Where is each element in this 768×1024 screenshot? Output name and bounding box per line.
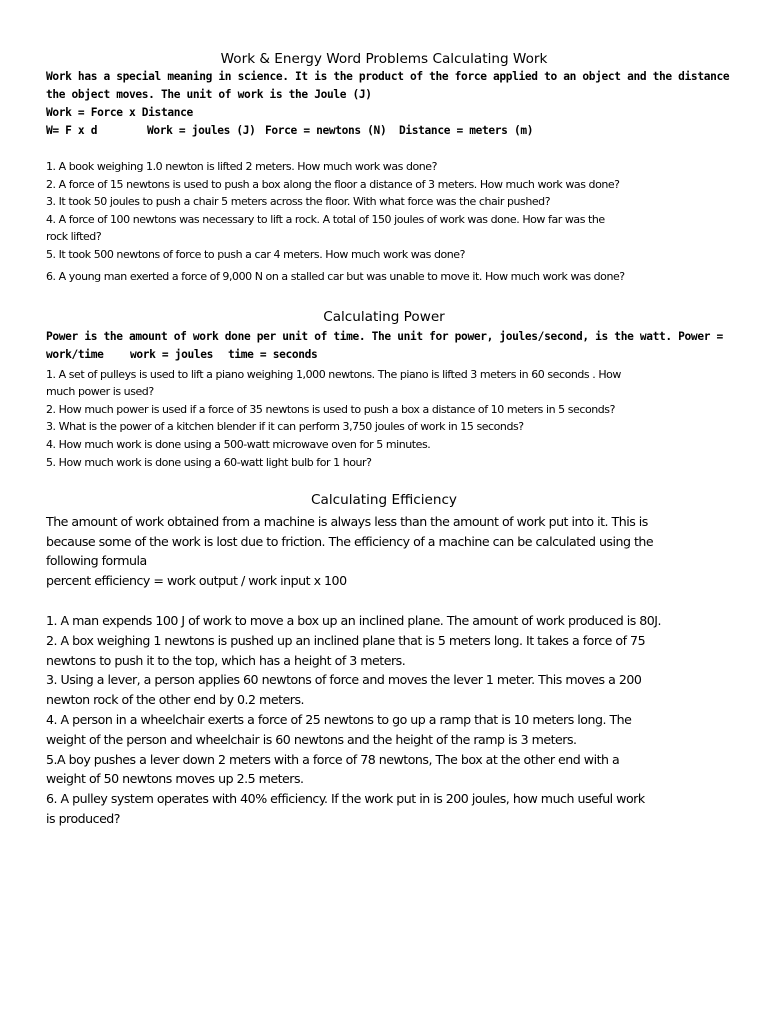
work-intro-line-1: Work has a special meaning in science. It is the product of the force applied to an object and the distance xyxy=(46,70,730,83)
efficiency-intro-line-2: because some of the work is lost due to friction. The efficiency of a machine can be calculated using the xyxy=(46,534,654,549)
power-intro-line-1: Power is the amount of work done per unit of time. The unit for power, joules/second, is the watt. Power = xyxy=(46,330,723,343)
efficiency-question-6: 6. A pulley system operates with 40% efficiency. If the work put in is 200 joules, how much useful work xyxy=(46,791,645,806)
efficiency-question-1: 1. A man expends 100 J of work to move a box up an inclined plane. The amount of work produced is 80J. xyxy=(46,613,662,628)
work-formula-symbols: W= F x d xyxy=(46,124,98,137)
efficiency-question-2-continued: newtons to push it to the top, which has a height of 3 meters. xyxy=(46,653,406,668)
power-unit-work: work = joules xyxy=(130,348,214,361)
power-section-title: Calculating Power xyxy=(323,309,445,325)
efficiency-formula: percent efficiency = work output / work input x 100 xyxy=(46,573,347,588)
power-question-3: 3. What is the power of a kitchen blender if it can perform 3,750 joules of work in 15 seconds? xyxy=(46,420,524,433)
unit-work-joules: Work = joules (J) xyxy=(147,124,256,137)
work-intro-line-2: the object moves. The unit of work is the Joule (J) xyxy=(46,88,372,101)
efficiency-question-5: 5.A boy pushes a lever down 2 meters with a force of 78 newtons, The box at the other end with a xyxy=(46,752,620,767)
work-question-3: 3. It took 50 joules to push a chair 5 meters across the floor. With what force was the chair pushed? xyxy=(46,195,551,208)
work-section-title: Work & Energy Word Problems Calculating Work xyxy=(220,51,548,67)
efficiency-question-4: 4. A person in a wheelchair exerts a force of 25 newtons to go up a ramp that is 10 meters long. The xyxy=(46,712,632,727)
efficiency-question-3-continued: newton rock of the other end by 0.2 meters. xyxy=(46,692,305,707)
work-question-4-continued: rock lifted? xyxy=(46,230,102,243)
power-unit-time: time = seconds xyxy=(228,348,318,361)
efficiency-question-2: 2. A box weighing 1 newtons is pushed up an inclined plane that is 5 meters long. It takes a force of 75 xyxy=(46,633,646,648)
power-question-5: 5. How much work is done using a 60-watt light bulb for 1 hour? xyxy=(46,456,372,469)
work-question-6: 6. A young man exerted a force of 9,000 N on a stalled car but was unable to move it. How much work was done? xyxy=(46,270,625,283)
work-formula-units-row xyxy=(46,122,730,140)
unit-distance-meters: Distance = meters (m) xyxy=(399,124,534,137)
efficiency-question-5-continued: weight of 50 newtons moves up 2.5 meters. xyxy=(46,771,304,786)
work-question-2: 2. A force of 15 newtons is used to push a box along the floor a distance of 3 meters. How much work was done? xyxy=(46,178,620,191)
work-question-1: 1. A book weighing 1.0 newton is lifted 2 meters. How much work was done? xyxy=(46,160,437,173)
power-question-1-continued: much power is used? xyxy=(46,385,154,398)
efficiency-section-title: Calculating Efficiency xyxy=(311,492,457,508)
power-formula: work/time xyxy=(46,348,104,361)
efficiency-intro-line-3: following formula xyxy=(46,553,147,568)
power-question-1: 1. A set of pulleys is used to lift a piano weighing 1,000 newtons. The piano is lifted 3 meters in 60 seconds . How xyxy=(46,368,621,381)
power-intro-line-2 xyxy=(46,346,730,364)
work-question-4: 4. A force of 100 newtons was necessary to lift a rock. A total of 150 joules of work was done. How far was the xyxy=(46,213,605,226)
unit-force-newtons: Force = newtons (N) xyxy=(265,124,387,137)
efficiency-intro-line-1: The amount of work obtained from a machine is always less than the amount of work put into it. This is xyxy=(46,514,648,529)
power-question-2: 2. How much power is used if a force of 35 newtons is used to push a box a distance of 10 meters in 5 seconds? xyxy=(46,403,615,416)
efficiency-question-4-continued: weight of the person and wheelchair is 60 newtons and the height of the ramp is 3 meters. xyxy=(46,732,577,747)
work-formula-words: Work = Force x Distance xyxy=(46,106,193,119)
work-question-5: 5. It took 500 newtons of force to push a car 4 meters. How much work was done? xyxy=(46,248,466,261)
power-question-4: 4. How much work is done using a 500-watt microwave oven for 5 minutes. xyxy=(46,438,431,451)
efficiency-question-3: 3. Using a lever, a person applies 60 newtons of force and moves the lever 1 meter. This moves a 200 xyxy=(46,672,642,687)
efficiency-question-6-continued: is produced? xyxy=(46,811,120,826)
